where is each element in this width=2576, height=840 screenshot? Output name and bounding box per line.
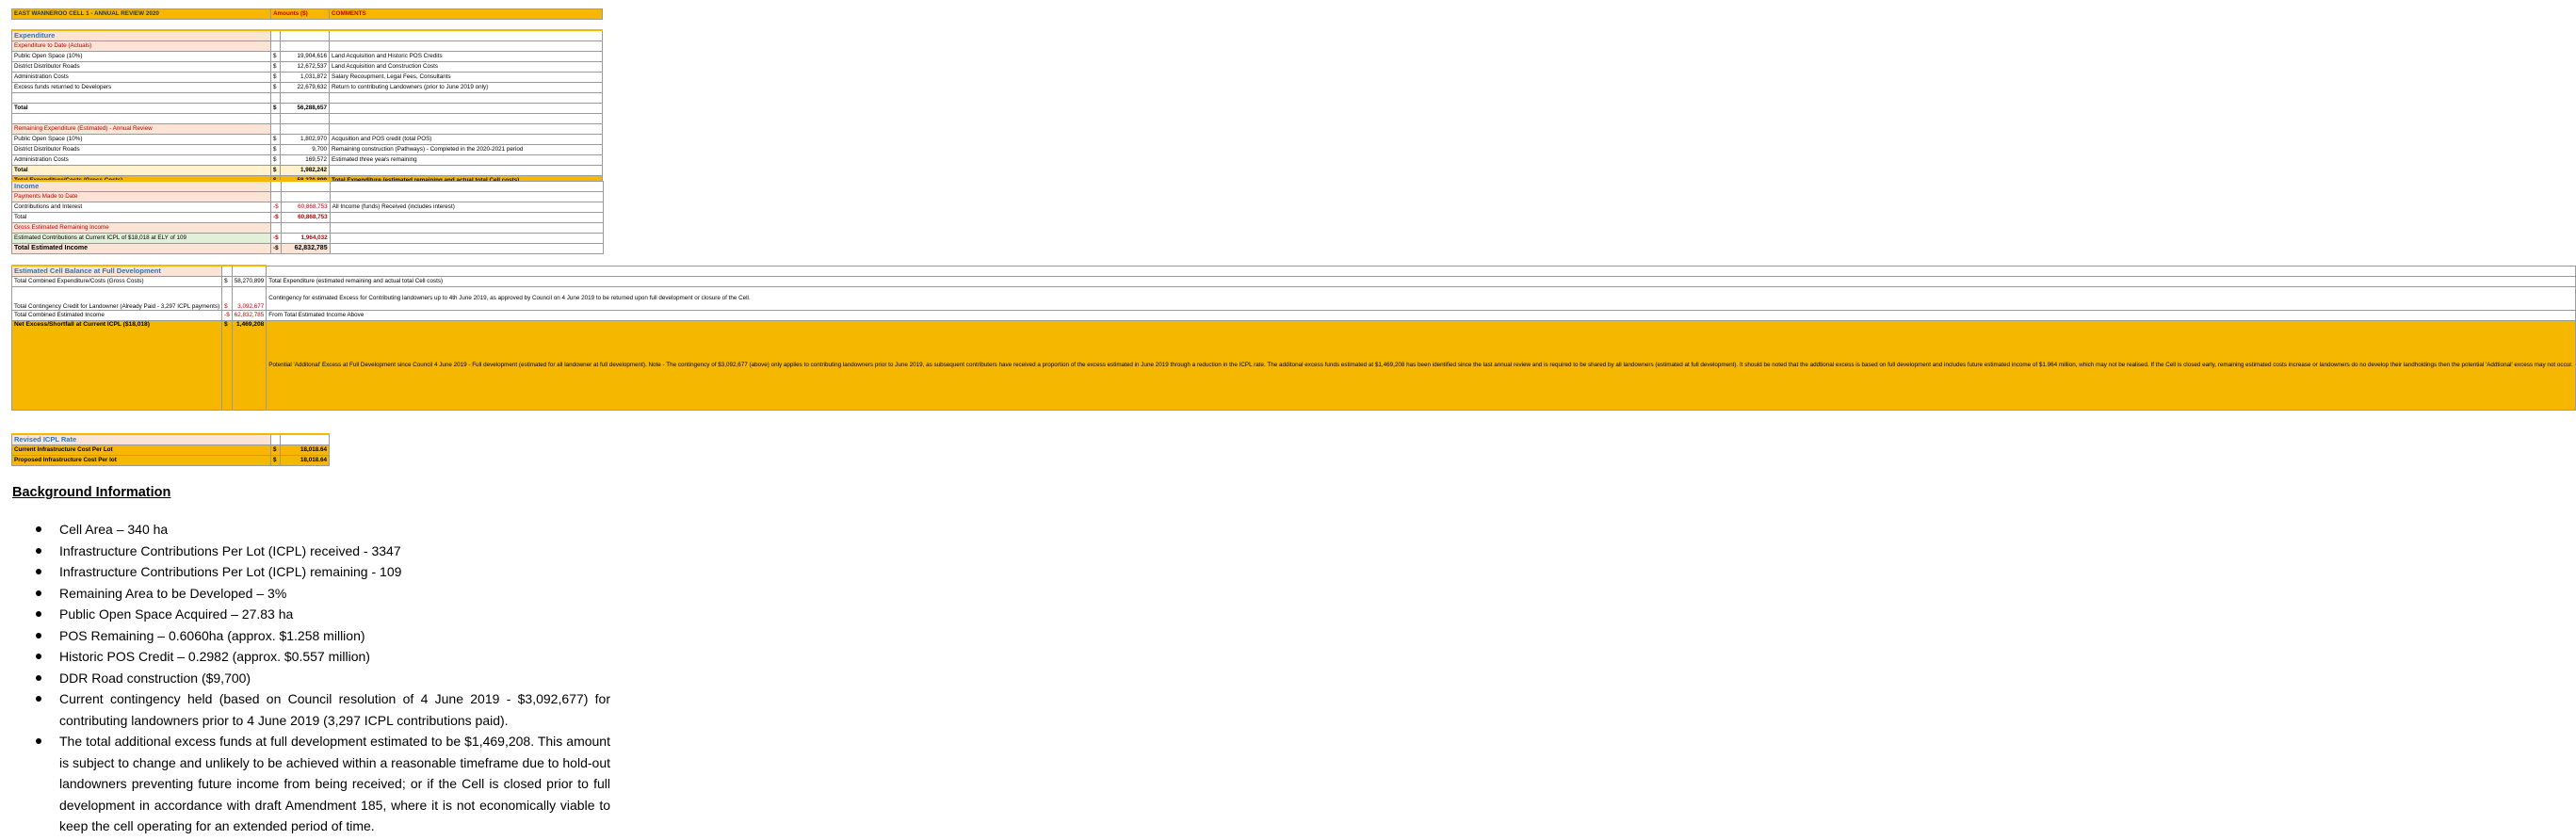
estimated-label: Remaining Expenditure (Estimated) - Annual Review xyxy=(12,124,271,135)
bullet-icon xyxy=(36,611,41,617)
subheading-row: Gross Estimated Remaining Income xyxy=(12,223,604,234)
list-item: Infrastructure Contributions Per Lot (ICPL) received - 3347 xyxy=(0,541,619,562)
table-row: Current Infrastructure Cost Per Lot $ 18,018.64 xyxy=(12,445,330,456)
section-balance xyxy=(12,266,2576,277)
bullet-icon xyxy=(36,633,41,638)
list-item: The total additional excess funds at full development estimated to be $1,469,208. This amount is subject to change and unlikely to be achieved within a reasonable timeframe due to hold-out landowners preventing future income from being received; or if the Cell is closed prior to full development in accordance with draft Amendment 185, where it is not economically viable to keep the cell operating for an extended period of time. xyxy=(0,731,619,837)
section-expenditure xyxy=(12,30,603,41)
list-item: Public Open Space Acquired – 27.83 ha xyxy=(0,604,619,625)
table-row: Public Open Space (10%) $ 19,904,616 Land Acquisition and Historic POS Credits xyxy=(12,52,603,62)
table-row: Estimated Contributions at Current ICPL of $18,018 at ELY of 109 -$ 1,964,032 xyxy=(12,234,604,244)
amounts-header: Amounts ($) xyxy=(271,9,330,20)
table-row: District Distributor Roads $ 12,672,537 Land Acquisition and Construction Costs xyxy=(12,62,603,73)
section-income xyxy=(12,181,604,192)
expenditure-table xyxy=(11,8,603,186)
table-row: Total Combined Expenditure/Costs (Gross Costs) $ 58,270,899 Total Expenditure (estimated remaining and actual total Cell costs) xyxy=(12,277,2576,287)
grand-total-row: Total Estimated Income -$ 62,832,785 xyxy=(12,244,604,254)
section-icpl xyxy=(12,434,330,445)
bullet-icon xyxy=(36,590,41,596)
subheading-row xyxy=(12,41,603,52)
expenditure-heading: Expenditure xyxy=(12,30,271,41)
background-heading: Background Information xyxy=(12,485,171,500)
table-row: Contributions and Interest -$ 60,868,753 All Income (funds) Received (includes interest) xyxy=(12,202,604,213)
header-row xyxy=(12,9,603,20)
table-row: Total Contingency Credit for Landowner (Already Paid - 3,297 ICPL payments) $ 3,092,677 Contingency for estimated Excess for Contributing landowners up to 4th June 2019, as approved by Council on 4 June 2019 to be returned upon full development or closure of the Cell. xyxy=(12,287,2576,311)
table-row: Total Combined Estimated Income -$ 62,832,785 From Total Estimated Income Above xyxy=(12,311,2576,321)
icpl-heading: Revised ICPL Rate xyxy=(12,434,271,445)
list-item: POS Remaining – 0.6060ha (approx. $1.258 million) xyxy=(0,625,619,647)
table-row: Proposed Infrastructure Cost Per lot $ 18,018.64 xyxy=(12,456,330,466)
table-row: Excess funds returned to Developers $ 22,679,632 Return to contributing Landowners (prior to June 2019 only) xyxy=(12,83,603,93)
bullet-icon xyxy=(36,696,41,702)
comments-header: COMMENTS xyxy=(330,9,603,20)
bullet-icon xyxy=(36,526,41,532)
list-item: Historic POS Credit – 0.2982 (approx. $0.557 million) xyxy=(0,646,619,668)
income-heading: Income xyxy=(12,181,271,192)
table-row xyxy=(12,93,603,104)
bullet-icon xyxy=(36,675,41,681)
bullet-icon xyxy=(36,548,41,554)
balance-heading: Estimated Cell Balance at Full Development xyxy=(12,266,222,277)
list-item: Remaining Area to be Developed – 3% xyxy=(0,583,619,605)
actuals-label: Expenditure to Date (Actuals) xyxy=(12,41,271,52)
table-row: Public Open Space (10%) $ 1,802,970 Acqusition and POS credit (total POS) xyxy=(12,135,603,145)
table-row: District Distributor Roads $ 9,700 Remaining construction (Pathways) - Completed in the 2020-2021 period xyxy=(12,145,603,155)
subheading-row: Payments Made to Date xyxy=(12,192,604,202)
total-row: Total $ 56,288,657 xyxy=(12,104,603,114)
balance-table xyxy=(11,265,2576,411)
subheading-row xyxy=(12,124,603,135)
total-row: Total -$ 60,868,753 xyxy=(12,213,604,223)
income-table xyxy=(11,180,604,254)
bullet-icon xyxy=(36,738,41,744)
table-row xyxy=(12,114,603,124)
list-item: DDR Road construction ($9,700) xyxy=(0,668,619,689)
list-item: Infrastructure Contributions Per Lot (ICPL) remaining - 109 xyxy=(0,561,619,583)
net-excess-row: Net Excess/Shortfall at Current ICPL ($18,018) $ 1,469,208 Potential 'Additonal' Excess at Full Development since Council 4 June 2019 - Full development (estimated for all landowner at full development). Note - The contingency of $3,092,677 (above) only applies to contributing landowners prior to June 2019, as subsequent contributers have received a proportion of the excess estimated in June 2019 through a reduction in the ICPL rate. The additonal excess funds estimated at $1,469,208 has been identified since the last annual review and is required to be shared by all landowners (estimated at full development). It should be noted that the addtional excess is based on full development and includes future estimated income of $1.964 million, which may not be realised. If the Cell is closed early, remaining estimated costs increase or landowners do no develop their landholdings then the potential 'Addtional' excess may not occur. xyxy=(12,321,2576,411)
bullet-icon xyxy=(36,654,41,659)
bullet-icon xyxy=(36,569,41,574)
total-row: Total $ 1,982,242 xyxy=(12,166,603,176)
sheet-title: EAST WANNEROO CELL 1 - ANNUAL REVIEW 2020 xyxy=(12,9,271,20)
table-row: Administration Costs $ 169,572 Estimated three years remaining xyxy=(12,155,603,166)
list-item: Current contingency held (based on Council resolution of 4 June 2019 - $3,092,677) for contributing landowners prior to 4 June 2019 (3,297 ICPL contributions paid). xyxy=(0,688,619,731)
list-item: Cell Area – 340 ha xyxy=(0,519,619,541)
icpl-table xyxy=(11,433,330,466)
background-list xyxy=(0,519,619,837)
table-row: Administration Costs $ 1,031,872 Salary Recoupment, Legal Fees, Consultants xyxy=(12,73,603,83)
